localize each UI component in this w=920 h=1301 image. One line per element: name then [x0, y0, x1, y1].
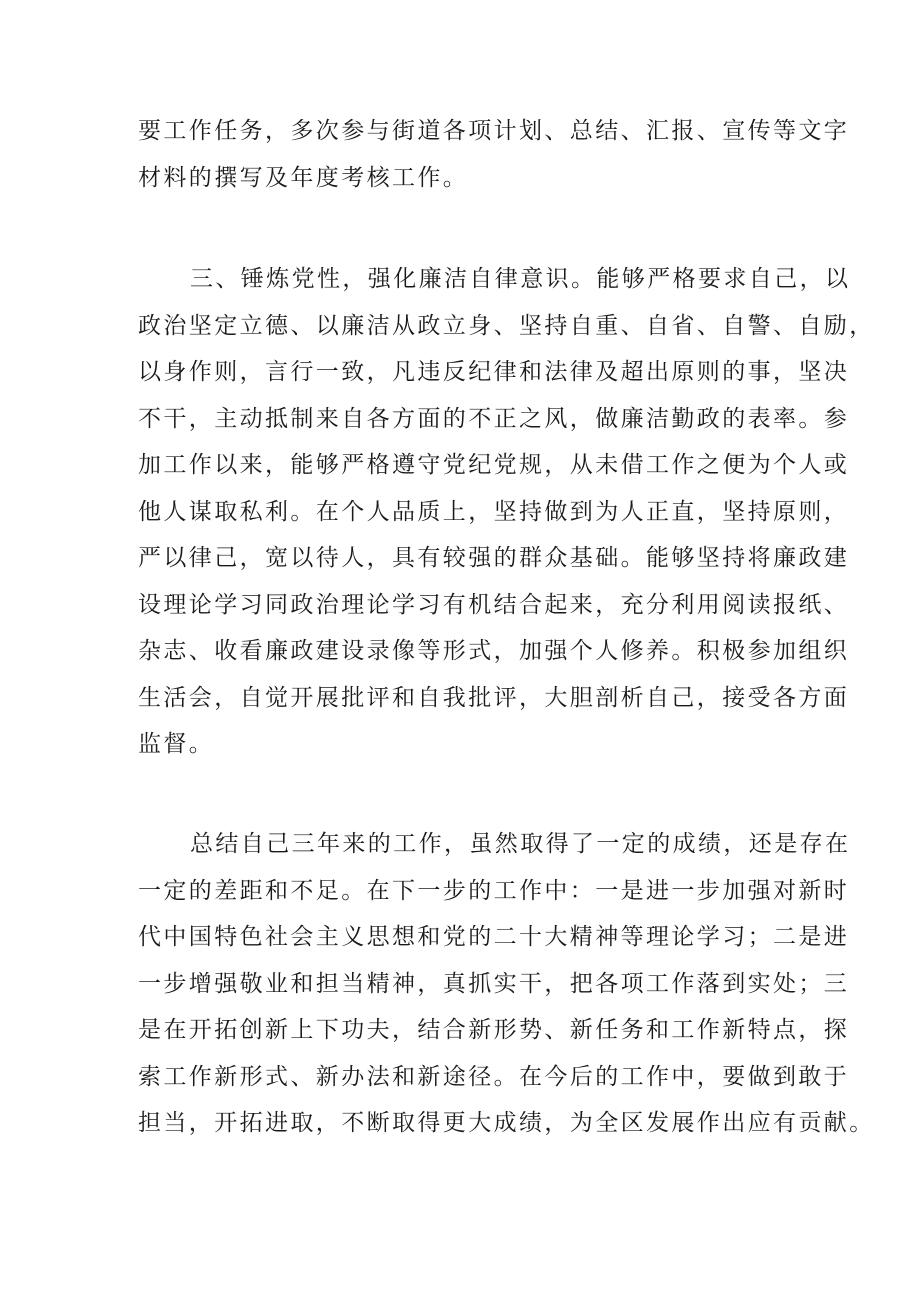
text-line: 设理论学习同政治理论学习有机结合起来，充分利用阅读报纸、	[138, 591, 850, 618]
text-line: 监督。	[138, 731, 215, 757]
text-line: 三、锤炼党性，强化廉洁自律意识。能够严格要求自己，以	[190, 266, 851, 292]
text-line: 索工作新形式、新办法和新途径。在今后的工作中，要做到敢于	[138, 1063, 850, 1090]
text-line: 杂志、收看廉政建设录像等形式，加强个人修养。积极参加组织	[138, 638, 850, 664]
text-line: 他人谋取私利。在个人品质上，坚持做到为人正直，坚持原则，	[138, 498, 850, 525]
text-line: 以身作则，言行一致，凡违反纪律和法律及超出原则的事，坚决	[138, 359, 850, 385]
text-line: 材料的撰写及年度考核工作。	[138, 164, 469, 191]
text-line: 总结自己三年来的工作，虽然取得了一定的成绩，还是存在	[190, 831, 851, 857]
text-line: 一定的差距和不足。在下一步的工作中：一是进一步加强对新时	[138, 877, 850, 904]
paragraph-work-tasks-continued	[138, 108, 850, 201]
text-line: 不干，主动抵制来自各方面的不正之风，做廉洁勤政的表率。参	[138, 405, 850, 432]
text-line: 加工作以来，能够严格遵守党纪党规，从未借工作之便为个人或	[138, 452, 850, 478]
text-line: 是在开拓创新上下功夫，结合新形势、新任务和工作新特点，探	[138, 1017, 850, 1043]
text-line: 一步增强敬业和担当精神，真抓实干，把各项工作落到实处；三	[138, 970, 850, 997]
text-line: 生活会，自觉开展批评和自我批评，大胆剖析自己，接受各方面	[138, 684, 850, 711]
paragraph-integrity-self-discipline	[138, 256, 875, 768]
text-line: 代中国特色社会主义思想和党的二十大精神等理论学习；二是进	[138, 924, 850, 950]
text-line: 要工作任务，多次参与街道各项计划、总结、汇报、宣传等文字	[138, 118, 850, 144]
text-line: 严以律己，宽以待人，具有较强的群众基础。能够坚持将廉政建	[138, 545, 850, 571]
paragraph-summary	[138, 821, 875, 1147]
text-line: 政治坚定立德、以廉洁从政立身、坚持自重、自省、自警、自励，	[138, 312, 875, 339]
text-line: 担当，开拓进取，不断取得更大成绩，为全区发展作出应有贡献。	[138, 1110, 875, 1136]
